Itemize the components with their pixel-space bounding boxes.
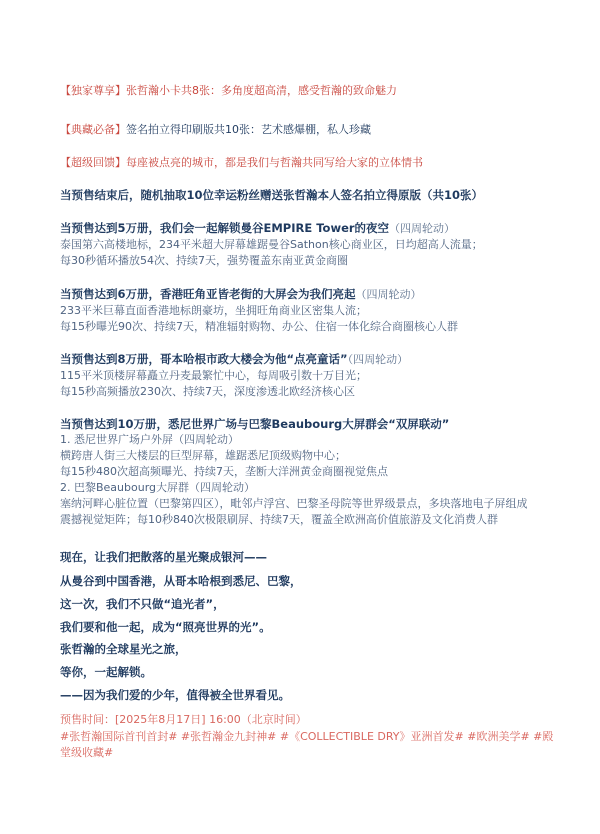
highlight-tag: 【典藏必备】 xyxy=(60,123,126,136)
milestone-5-line: 泰国第六高楼地标，234平米超大屏幕雄踞曼谷Sathon核心商业区，日均超高人流量； xyxy=(60,238,483,251)
milestone-10-line: 横跨唐人街三大楼层的巨型屏幕，雄踞悉尼顶级购物中心； xyxy=(60,449,346,462)
highlight-text: 张哲瀚小卡共8张：多角度超高清，感受哲瀚的致命魅力 xyxy=(126,84,397,97)
milestone-10-line: 2. 巴黎Beaubourg大屏群（四周轮动） xyxy=(60,481,256,494)
highlight-tag: 【独家尊享】 xyxy=(60,84,126,97)
highlight-text: 每座被点亮的城市，都是我们与哲瀚共同写给大家的立体情书 xyxy=(126,156,423,169)
highlight-2 xyxy=(60,122,371,138)
milestone-6-line: 每15秒曝光90次、持续7天，精准辐射购物、办公、住宿一体化综合商圈核心人群 xyxy=(60,320,458,333)
poem-line: 张哲瀚的全球星光之旅， xyxy=(60,642,187,656)
hashtags-line: 堂级收藏# xyxy=(60,746,114,759)
highlight-tag: 【超级回馈】 xyxy=(60,156,126,169)
poem-line: 现在，让我们把散落的星光聚成银河—— xyxy=(60,550,267,564)
poem-line: 等你，一起解锁。 xyxy=(60,665,152,679)
poem-line: 我们要和他一起，成为“照亮世界的光”。 xyxy=(60,620,271,634)
poem-line: 这一次，我们不只做“追光者”， xyxy=(60,597,225,611)
milestone-8-title: 当预售达到8万册，哥本哈根市政大楼会为他“点亮童话”（四周轮动） xyxy=(60,352,409,366)
milestone-8-line: 115平米顶楼屏幕矗立丹麦最繁忙中心，每周吸引数十万目光； xyxy=(60,369,367,382)
milestone-10-title: 当预售达到10万册，悉尼世界广场与巴黎Beaubourg大屏群会“双屏联动” xyxy=(60,417,450,431)
highlight-text: 签名拍立得印刷版共10张：艺术感爆棚，私人珍藏 xyxy=(126,123,371,136)
presale-time: 预售时间：[2025年8月17日] 16:00（北京时间） xyxy=(60,713,307,726)
milestone-10-line: 震撼视觉矩阵；每10秒840次极限刷屏、持续7天，覆盖全欧洲高价值旅游及文化消费人群 xyxy=(60,513,498,526)
poem-line: ——因为我们爱的少年，值得被全世界看见。 xyxy=(60,688,290,702)
milestone-5-line: 每30秒循环播放54次、持续7天，强势覆盖东南亚黄金商圈 xyxy=(60,254,348,267)
milestone-10-line: 塞纳河畔心脏位置（巴黎第四区），毗邻卢浮宫、巴黎圣母院等世界级景点，多块落地电子屏组成 xyxy=(60,497,528,510)
milestone-10-line: 1. 悉尼世界广场户外屏（四周轮动） xyxy=(60,433,239,446)
milestone-6-title: 当预售达到6万册，香港旺角亚皆老街的大屏会为我们亮起（四周轮动） xyxy=(60,287,422,301)
milestone-8-line: 每15秒高频播放230次、持续7天，深度渗透北欧经济核心区 xyxy=(60,385,355,398)
milestone-6-line: 233平米巨幕直面香港地标朗豪坊，坐拥旺角商业区密集人流； xyxy=(60,304,367,317)
highlight-3 xyxy=(60,155,423,171)
highlight-1 xyxy=(60,83,397,99)
milestone-10-line: 每15秒480次超高频曝光、持续7天，垄断大洋洲黄金商圈视觉焦点 xyxy=(60,465,388,478)
presale-end-notice: 当预售结束后，随机抽取10位幸运粉丝赠送张哲瀚本人签名拍立得原版（共10张） xyxy=(60,188,484,202)
hashtags-line: #张哲瀚国际首刊首封# #张哲瀚金九封神# #《COLLECTIBLE DRY》亚洲首发# #欧洲美学# #殿 xyxy=(60,730,554,743)
poem-line: 从曼谷到中国香港，从哥本哈根到悉尼、巴黎， xyxy=(60,574,302,588)
milestone-5-title: 当预售达到5万册，我们会一起解锁曼谷EMPIRE Tower的夜空（四周轮动） xyxy=(60,221,456,235)
